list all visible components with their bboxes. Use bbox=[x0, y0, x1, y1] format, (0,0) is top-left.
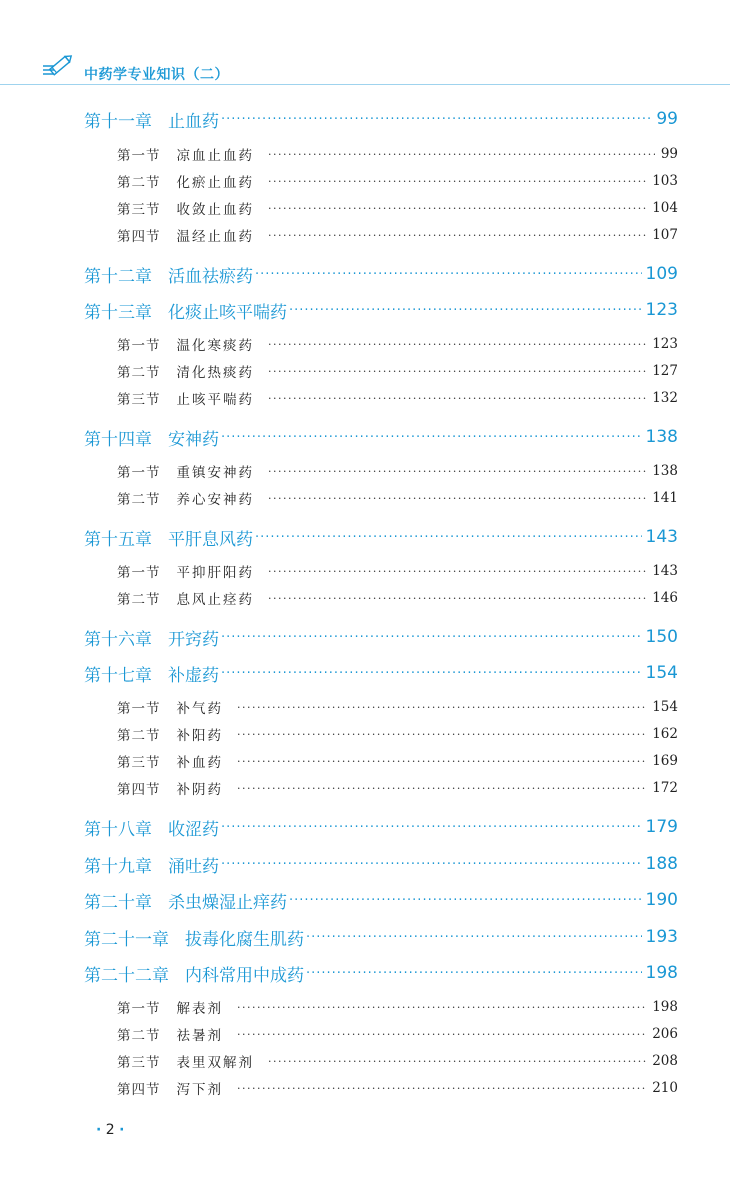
dot-leader bbox=[237, 782, 646, 795]
section-title: 重镇安神药 bbox=[176, 465, 254, 481]
dot-leader bbox=[268, 492, 646, 505]
chapter-page-number: 138 bbox=[645, 427, 678, 447]
section-page-number: 210 bbox=[652, 1080, 678, 1096]
page-header bbox=[0, 0, 750, 90]
section-page-number: 162 bbox=[652, 726, 678, 742]
section-title: 祛暑剂 bbox=[176, 1028, 223, 1044]
section-number: 第三节 bbox=[117, 1055, 161, 1071]
section-page-number: 172 bbox=[652, 780, 678, 796]
dot-leader bbox=[237, 728, 646, 741]
chapter-page-number: 190 bbox=[645, 890, 678, 910]
section-title: 表里双解剂 bbox=[176, 1055, 254, 1071]
page-number bbox=[96, 1122, 124, 1138]
dot-leader bbox=[268, 175, 646, 188]
section-title: 泻下剂 bbox=[176, 1082, 223, 1098]
chapter-title: 止血药 bbox=[168, 111, 219, 131]
toc-chapter-entry[interactable] bbox=[84, 888, 678, 912]
section-page-number: 103 bbox=[652, 173, 678, 189]
chapter-page-number: 193 bbox=[645, 927, 678, 947]
chapter-page-number: 143 bbox=[645, 527, 678, 547]
toc-section-entry[interactable] bbox=[117, 724, 678, 744]
book-title: 中药学专业知识（二） bbox=[84, 67, 229, 83]
dot-leader bbox=[268, 202, 646, 215]
chapter-title: 平肝息风药 bbox=[168, 529, 253, 549]
section-title: 补阳药 bbox=[176, 728, 223, 744]
dot-leader bbox=[221, 857, 642, 872]
pencil-icon bbox=[40, 48, 74, 82]
toc-section-entry[interactable] bbox=[117, 198, 678, 218]
section-title: 收敛止血药 bbox=[176, 202, 254, 218]
chapter-number: 第十九章 bbox=[84, 856, 152, 876]
toc-section-entry[interactable] bbox=[117, 997, 678, 1017]
toc-chapter-entry[interactable] bbox=[84, 262, 678, 286]
chapter-number: 第十八章 bbox=[84, 819, 152, 839]
dot-leader bbox=[268, 229, 646, 242]
section-page-number: 104 bbox=[652, 200, 678, 216]
dot-leader bbox=[221, 430, 642, 445]
chapter-page-number: 150 bbox=[645, 627, 678, 647]
section-title: 止咳平喘药 bbox=[176, 392, 254, 408]
section-page-number: 198 bbox=[652, 999, 678, 1015]
section-number: 第四节 bbox=[117, 1082, 161, 1098]
toc-section-entry[interactable] bbox=[117, 171, 678, 191]
toc-section-entry[interactable] bbox=[117, 361, 678, 381]
section-page-number: 208 bbox=[652, 1053, 678, 1069]
section-title: 养心安神药 bbox=[176, 492, 254, 508]
chapter-title: 补虚药 bbox=[168, 665, 219, 685]
dot-leader bbox=[306, 966, 642, 981]
chapter-number: 第二十二章 bbox=[84, 965, 169, 985]
dot-leader bbox=[255, 530, 642, 545]
dot-leader bbox=[221, 820, 642, 835]
toc-section-entry[interactable] bbox=[117, 461, 678, 481]
section-title: 温经止血药 bbox=[176, 229, 254, 245]
section-number: 第二节 bbox=[117, 728, 161, 744]
toc-section-entry[interactable] bbox=[117, 1078, 678, 1098]
section-number: 第三节 bbox=[117, 755, 161, 771]
dot-leader bbox=[221, 666, 642, 681]
page-number-value: 2 bbox=[105, 1122, 115, 1138]
dot-leader bbox=[306, 930, 642, 945]
chapter-number: 第十一章 bbox=[84, 111, 152, 131]
chapter-number: 第十七章 bbox=[84, 665, 152, 685]
section-number: 第二节 bbox=[117, 592, 161, 608]
header-divider bbox=[0, 84, 730, 85]
chapter-page-number: 198 bbox=[645, 963, 678, 983]
dot-leader bbox=[237, 1001, 646, 1014]
toc-chapter-entry[interactable] bbox=[84, 961, 678, 985]
chapter-number: 第十五章 bbox=[84, 529, 152, 549]
toc-section-entry[interactable] bbox=[117, 751, 678, 771]
section-number: 第三节 bbox=[117, 392, 161, 408]
dot-leader bbox=[268, 392, 646, 405]
section-title: 温化寒痰药 bbox=[176, 338, 254, 354]
dot-leader bbox=[221, 630, 642, 645]
section-number: 第一节 bbox=[117, 1001, 161, 1017]
section-page-number: 206 bbox=[652, 1026, 678, 1042]
toc-chapter-entry[interactable] bbox=[84, 815, 678, 839]
toc-chapter-entry[interactable] bbox=[84, 925, 678, 949]
toc-section-entry[interactable] bbox=[117, 225, 678, 245]
section-page-number: 123 bbox=[652, 336, 678, 352]
dot-leader bbox=[255, 267, 642, 282]
dot-leader bbox=[289, 303, 642, 318]
section-page-number: 141 bbox=[652, 490, 678, 506]
section-page-number: 146 bbox=[652, 590, 678, 606]
dot-leader bbox=[237, 1028, 646, 1041]
section-page-number: 143 bbox=[652, 563, 678, 579]
section-page-number: 99 bbox=[660, 146, 678, 162]
section-page-number: 138 bbox=[652, 463, 678, 479]
section-page-number: 154 bbox=[652, 699, 678, 715]
chapter-page-number: 99 bbox=[656, 109, 678, 129]
section-number: 第一节 bbox=[117, 565, 161, 581]
chapter-title: 内科常用中成药 bbox=[185, 965, 304, 985]
dot-leader bbox=[289, 893, 642, 908]
section-title: 解表剂 bbox=[176, 1001, 223, 1017]
toc-chapter-entry[interactable] bbox=[84, 661, 678, 685]
dot-leader bbox=[237, 701, 646, 714]
chapter-page-number: 123 bbox=[645, 300, 678, 320]
chapter-title: 收涩药 bbox=[168, 819, 219, 839]
toc-section-entry[interactable] bbox=[117, 778, 678, 798]
chapter-title: 杀虫燥湿止痒药 bbox=[168, 892, 287, 912]
section-number: 第四节 bbox=[117, 229, 161, 245]
section-number: 第三节 bbox=[117, 202, 161, 218]
toc-section-entry[interactable] bbox=[117, 334, 678, 354]
toc-section-entry[interactable] bbox=[117, 561, 678, 581]
chapter-page-number: 154 bbox=[645, 663, 678, 683]
chapter-number: 第十六章 bbox=[84, 629, 152, 649]
section-number: 第一节 bbox=[117, 148, 161, 164]
section-number: 第二节 bbox=[117, 365, 161, 381]
chapter-title: 拔毒化腐生肌药 bbox=[185, 929, 304, 949]
dot-leader bbox=[268, 365, 646, 378]
dot-leader bbox=[268, 592, 646, 605]
chapter-page-number: 109 bbox=[645, 264, 678, 284]
chapter-page-number: 179 bbox=[645, 817, 678, 837]
chapter-title: 化痰止咳平喘药 bbox=[168, 302, 287, 322]
dot-leader bbox=[268, 565, 646, 578]
section-number: 第二节 bbox=[117, 175, 161, 191]
toc-section-entry[interactable] bbox=[117, 488, 678, 508]
section-title: 清化热痰药 bbox=[176, 365, 254, 381]
toc-chapter-entry[interactable] bbox=[84, 425, 678, 449]
chapter-title: 安神药 bbox=[168, 429, 219, 449]
section-page-number: 169 bbox=[652, 753, 678, 769]
dot-leader bbox=[268, 465, 646, 478]
toc-section-entry[interactable] bbox=[117, 697, 678, 717]
section-title: 息风止痉药 bbox=[176, 592, 254, 608]
chapter-number: 第二十一章 bbox=[84, 929, 169, 949]
section-number: 第二节 bbox=[117, 1028, 161, 1044]
page-number-dot-left: · bbox=[96, 1122, 102, 1138]
dot-leader bbox=[237, 1082, 646, 1095]
section-title: 凉血止血药 bbox=[176, 148, 254, 164]
section-title: 补血药 bbox=[176, 755, 223, 771]
toc-chapter-entry[interactable] bbox=[84, 107, 678, 131]
section-title: 化瘀止血药 bbox=[176, 175, 254, 191]
section-page-number: 127 bbox=[652, 363, 678, 379]
section-title: 补阴药 bbox=[176, 782, 223, 798]
chapter-number: 第十三章 bbox=[84, 302, 152, 322]
chapter-number: 第二十章 bbox=[84, 892, 152, 912]
chapter-title: 开窍药 bbox=[168, 629, 219, 649]
section-number: 第二节 bbox=[117, 492, 161, 508]
dot-leader bbox=[268, 148, 655, 161]
dot-leader bbox=[268, 338, 646, 351]
section-number: 第一节 bbox=[117, 338, 161, 354]
toc-chapter-entry[interactable] bbox=[84, 298, 678, 322]
chapter-number: 第十四章 bbox=[84, 429, 152, 449]
section-number: 第四节 bbox=[117, 782, 161, 798]
dot-leader bbox=[221, 112, 652, 127]
chapter-title: 涌吐药 bbox=[168, 856, 219, 876]
toc-section-entry[interactable] bbox=[117, 1024, 678, 1044]
section-number: 第一节 bbox=[117, 701, 161, 717]
section-page-number: 107 bbox=[652, 227, 678, 243]
dot-leader bbox=[268, 1055, 646, 1068]
chapter-page-number: 188 bbox=[645, 854, 678, 874]
toc-section-entry[interactable] bbox=[117, 388, 678, 408]
toc-section-entry[interactable] bbox=[117, 588, 678, 608]
section-page-number: 132 bbox=[652, 390, 678, 406]
chapter-title: 活血祛瘀药 bbox=[168, 266, 253, 286]
toc-chapter-entry[interactable] bbox=[84, 852, 678, 876]
page-number-dot-right: · bbox=[119, 1122, 125, 1138]
toc-chapter-entry[interactable] bbox=[84, 625, 678, 649]
section-number: 第一节 bbox=[117, 465, 161, 481]
toc-section-entry[interactable] bbox=[117, 144, 678, 164]
chapter-number: 第十二章 bbox=[84, 266, 152, 286]
toc-section-entry[interactable] bbox=[117, 1051, 678, 1071]
toc-chapter-entry[interactable] bbox=[84, 525, 678, 549]
section-title: 平抑肝阳药 bbox=[176, 565, 254, 581]
section-title: 补气药 bbox=[176, 701, 223, 717]
dot-leader bbox=[237, 755, 646, 768]
